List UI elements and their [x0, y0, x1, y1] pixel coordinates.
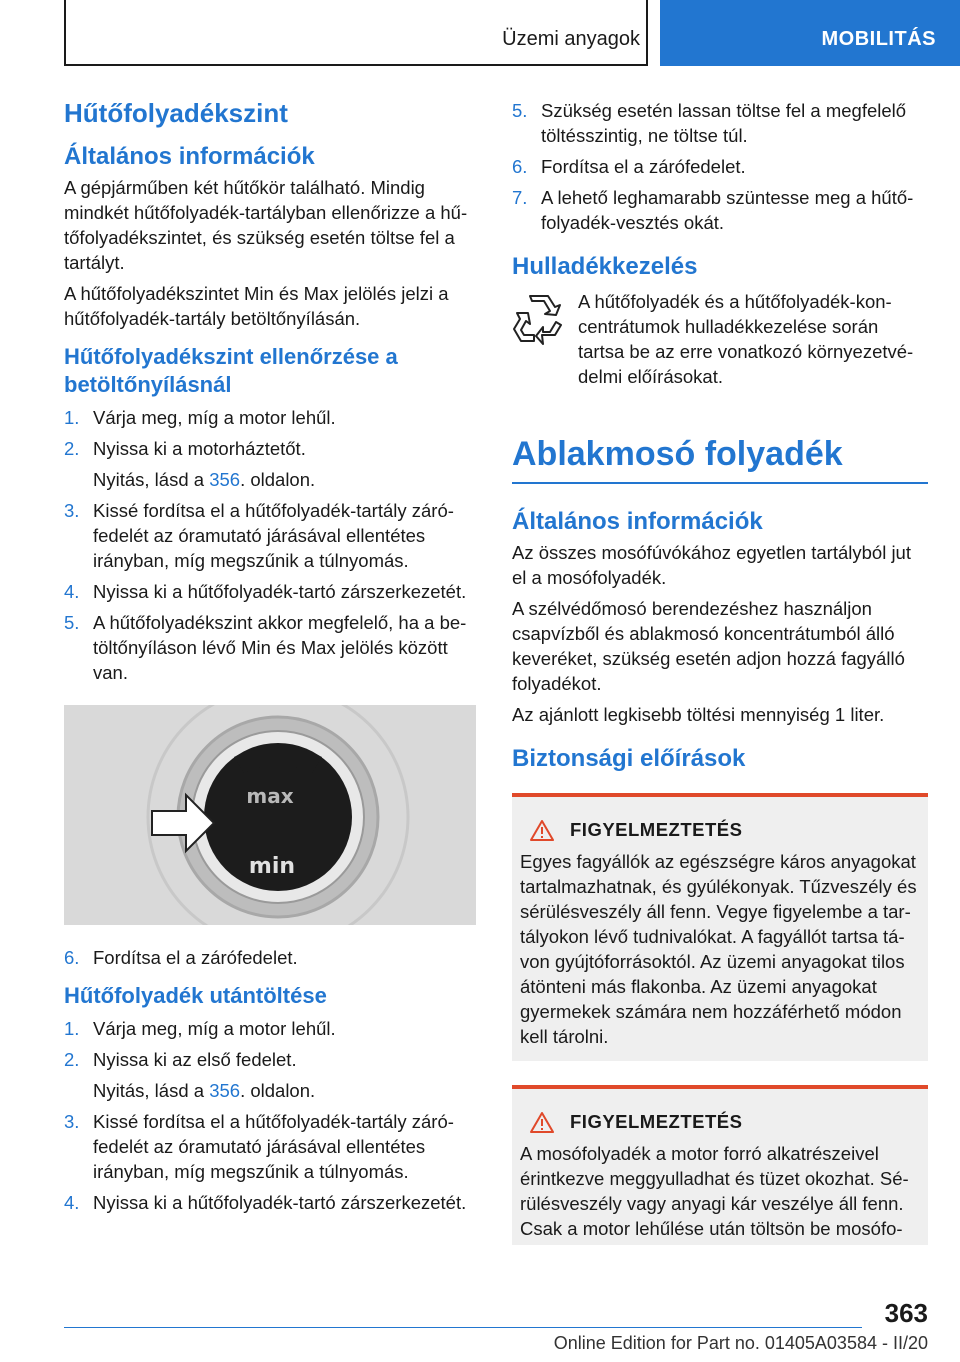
step-number: 6. [64, 947, 80, 968]
step-text: Fordítsa el a zárófedelet. [541, 156, 746, 177]
section-tab[interactable] [660, 0, 960, 66]
warning-triangle-icon [530, 819, 554, 841]
warning-box [512, 793, 928, 1061]
page-link[interactable]: 356 [209, 1080, 241, 1101]
refill-steps-list [64, 1109, 476, 1215]
refill-steps-list [512, 98, 928, 235]
paragraph: A hűtőfolyadékszintet Min és Max jelölés jelzi a hűtőfolyadék-tartály betöltőnyílásán. [64, 283, 449, 329]
step-text: A hűtőfolyadékszint akkor megfelelő, ha a be-töltőnyíláson lévő Min és Max jelölés között van. [93, 612, 467, 683]
step-text: Szükség esetén lassan töltse fel a megfelelő töltésszintig, ne töltse túl. [541, 100, 907, 146]
warning-text: Egyes fagyállók az egészségre káros anyagokat tartalmazhatnak, és gyúlékonyak. Tűzveszély és sérülésveszély áll fenn. Vegye figyelembe a tar-tályokon lévő tudnivalókat. A fagyállót tartsa tá-von gyújtóforrásoktól. Az üzemi anyagokat tilos átönteni más flakonba. Az üzemi anyagokat gyermekek számára nem hozzáférhető módon kell tárolni. [520, 851, 917, 1047]
header-divider [64, 0, 66, 66]
page-header [0, 0, 960, 66]
warning-text: A mosófolyadék a motor forró alkatrészeivel érintkezve meggyulladhat és tüzet okozhat. Sé-rülésveszély vagy anyagi kár veszélye áll fenn. Csak a motor lehűlése után töltsön be mosófo- [520, 1143, 909, 1239]
page-link[interactable]: 356 [209, 469, 241, 490]
list-item [64, 610, 476, 685]
warning-label: FIGYELMEZTETÉS [570, 1111, 743, 1132]
header-divider [646, 0, 648, 66]
disposal-note [512, 289, 928, 395]
max-mark: max [246, 784, 294, 808]
heading-general-info: Általános információk [64, 143, 315, 170]
warning-title [520, 819, 920, 841]
right-column [512, 98, 928, 1269]
chapter-title: Üzemi anyagok [502, 28, 640, 50]
paragraph: A hűtőfolyadék és a hűtőfolyadék-kon-centrátumok hulladékkezelése során tartsa be az erre vonatkozó környezetvé-delmi előírásokat. [578, 291, 914, 387]
warning-label: FIGYELMEZTETÉS [570, 819, 743, 840]
list-item [64, 405, 476, 430]
page-reference: Nyitás, lásd a 356. oldalon. [93, 1080, 316, 1101]
recycle-icon [512, 293, 564, 345]
step-number: 4. [64, 1192, 80, 1213]
step-number: 3. [64, 1111, 80, 1132]
coolant-cap-drawing [64, 705, 476, 925]
warning-triangle-icon [530, 1111, 554, 1133]
left-column [64, 98, 476, 1221]
step-text: Nyissa ki a motorháztetőt. [93, 438, 306, 459]
list-item [64, 1109, 476, 1184]
check-steps-list [64, 945, 476, 970]
list-item [512, 154, 928, 179]
list-item [64, 579, 476, 604]
list-item [64, 945, 476, 970]
step-text: A lehető leghamarabb szüntesse meg a hűtő-folyadék-vesztés okát. [541, 187, 914, 233]
step-text: Fordítsa el a zárófedelet. [93, 947, 298, 968]
step-number: 1. [64, 1018, 80, 1039]
step-text: Nyissa ki az első fedelet. [93, 1049, 297, 1070]
step-text: Várja meg, míg a motor lehűl. [93, 1018, 336, 1039]
refill-steps-list [64, 1016, 476, 1072]
section-title-washer-fluid: Ablakmosó folyadék [512, 435, 928, 484]
step-text: Nyissa ki a hűtőfolyadék-tartó zárszerkezetét. [93, 1192, 467, 1213]
step-number: 1. [64, 407, 80, 428]
edition-info: Online Edition for Part no. 01405A03584 - II/20 [553, 1333, 928, 1353]
step-number: 6. [512, 156, 528, 177]
step-text: Várja meg, míg a motor lehűl. [93, 407, 336, 428]
step-number: 4. [64, 581, 80, 602]
header-divider [64, 64, 648, 66]
warning-title [520, 1111, 920, 1133]
page-reference: Nyitás, lásd a 356. oldalon. [93, 469, 316, 490]
page-number: 363 [884, 1298, 928, 1328]
paragraph: Az ajánlott legkisebb töltési mennyiség 1 liter. [512, 704, 885, 725]
paragraph: A szélvédőmosó berendezéshez használjon csapvízből és ablakmosó koncentrátumból álló keveréket, szükség esetén adjon hozzá fagyálló folyadékot. [512, 598, 905, 694]
step-number: 5. [512, 100, 528, 121]
step-number: 7. [512, 187, 528, 208]
step-number: 5. [64, 612, 80, 633]
step-number: 3. [64, 500, 80, 521]
min-mark: min [248, 854, 296, 879]
heading-safety: Biztonsági előírások [512, 745, 746, 772]
list-item [64, 498, 476, 573]
heading-disposal: Hulladékkezelés [512, 253, 698, 280]
check-steps-list [64, 498, 476, 685]
section-title-coolant-level: Hűtőfolyadékszint [64, 98, 288, 128]
step-text: Kissé fordítsa el a hűtőfolyadék-tartály záró-fedelét az óramutató járásával ellentétes irányban, míg megszűnik a túlnyomás. [93, 1111, 454, 1182]
step-number: 2. [64, 438, 80, 459]
step-text: Kissé fordítsa el a hűtőfolyadék-tartály záró-fedelét az óramutató járásával ellentétes irányban, míg megszűnik a túlnyomás. [93, 500, 454, 571]
heading-check-coolant: Hűtőfolyadékszint ellenőrzése a betöltőnyílásnál [64, 344, 398, 397]
step-number: 2. [64, 1049, 80, 1070]
check-steps-list [64, 405, 476, 461]
list-item [64, 436, 476, 461]
list-item [512, 98, 928, 148]
list-item [64, 1016, 476, 1041]
paragraph: Az összes mosófúvókához egyetlen tartályból jut el a mosófolyadék. [512, 542, 911, 588]
heading-general-info: Általános információk [512, 508, 763, 535]
list-item [64, 1190, 476, 1215]
heading-refill-coolant: Hűtőfolyadék utántöltése [64, 983, 327, 1008]
paragraph: A gépjárműben két hűtőkör található. Mindig mindkét hűtőfolyadék-tartályban ellenőrizze a hű-tőfolyadékszintet, és szükség esetén töltse fel a tartályt. [64, 177, 468, 273]
list-item [512, 185, 928, 235]
footer-divider [64, 1327, 862, 1328]
coolant-cap-illustration [64, 705, 476, 925]
list-item [64, 1047, 476, 1072]
section-tab-label: MOBILITÁS [821, 28, 936, 50]
step-text: Nyissa ki a hűtőfolyadék-tartó zárszerkezetét. [93, 581, 467, 602]
warning-box [512, 1085, 928, 1245]
